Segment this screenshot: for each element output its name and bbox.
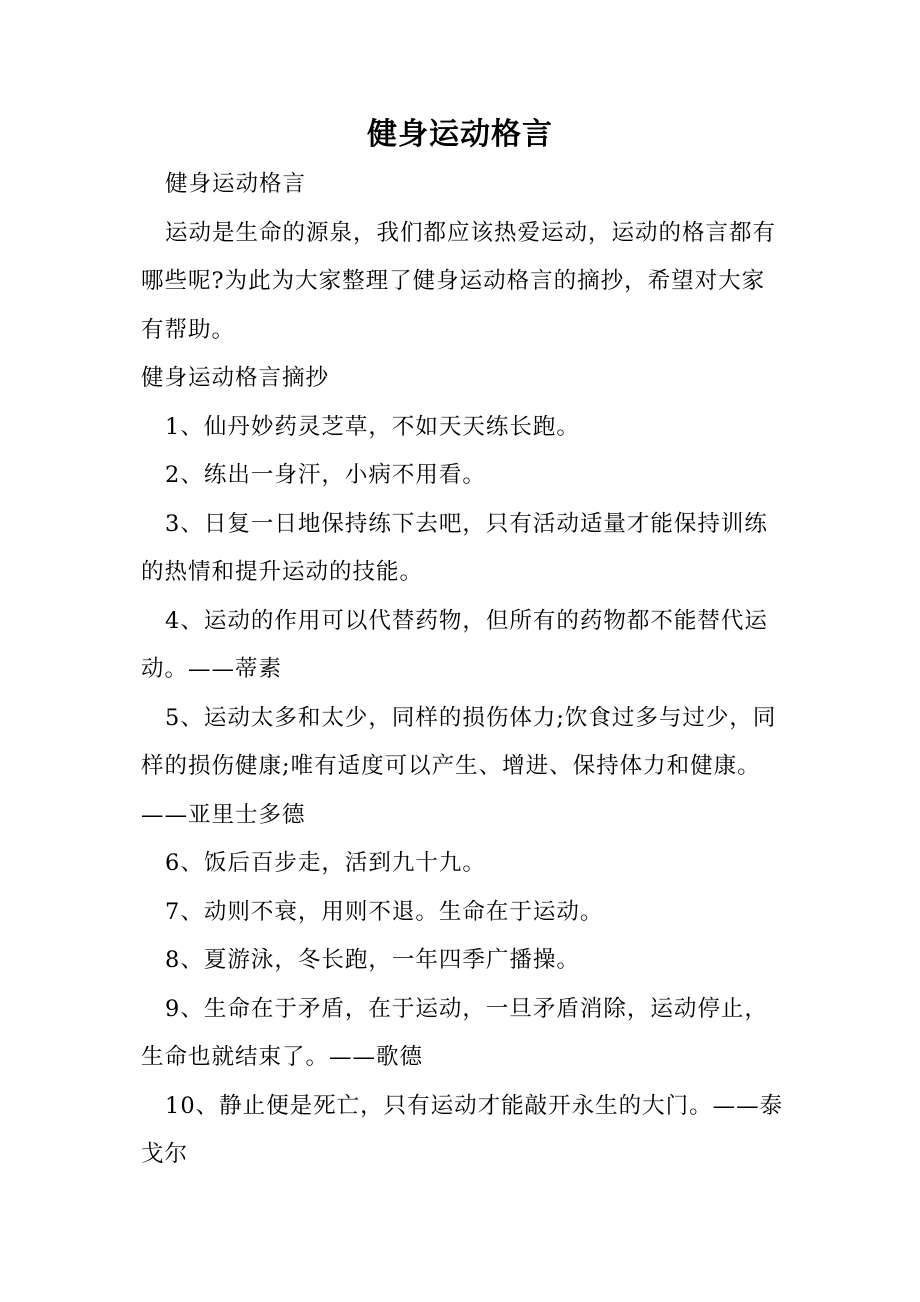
quote-item-4: 4、运动的作用可以代替药物，但所有的药物都不能替代运动。——蒂素 <box>141 607 768 682</box>
document-title: 健身运动格言 <box>367 117 553 152</box>
quote-item-8: 8、夏游泳，冬长跑，一年四季广播操。 <box>165 947 580 973</box>
section-heading: 健身运动格言摘抄 <box>141 365 330 391</box>
quote-item-9: 9、生命在于矛盾，在于运动，一旦矛盾消除，运动停止，生命也就结束了。——歌德 <box>141 995 768 1070</box>
quote-item-2: 2、练出一身汗，小病不用看。 <box>165 462 486 488</box>
quote-item-3: 3、日复一日地保持练下去吧，只有活动适量才能保持训练的热情和提升运动的技能。 <box>141 510 768 585</box>
subtitle-paragraph: 健身运动格言 <box>165 171 307 197</box>
quote-item-1: 1、仙丹妙药灵芝草，不如天天练长跑。 <box>165 413 580 440</box>
document-body <box>141 160 786 1179</box>
intro-paragraph: 运动是生命的源泉，我们都应该热爱运动，运动的格言都有哪些呢?为此为大家整理了健身运动格言的摘抄，希望对大家有帮助。 <box>141 219 777 343</box>
quote-item-10: 10、静止便是死亡，只有运动才能敲开永生的大门。——泰戈尔 <box>141 1092 784 1167</box>
quote-item-6: 6、饭后百步走，活到九十九。 <box>165 850 486 876</box>
quote-item-7: 7、动则不衰，用则不退。生命在于运动。 <box>165 898 604 925</box>
quote-item-5: 5、运动太多和太少，同样的损伤体力;饮食过多与过少，同样的损伤健康;唯有适度可以产生、增进、保持体力和健康。——亚里士多德 <box>141 704 777 828</box>
